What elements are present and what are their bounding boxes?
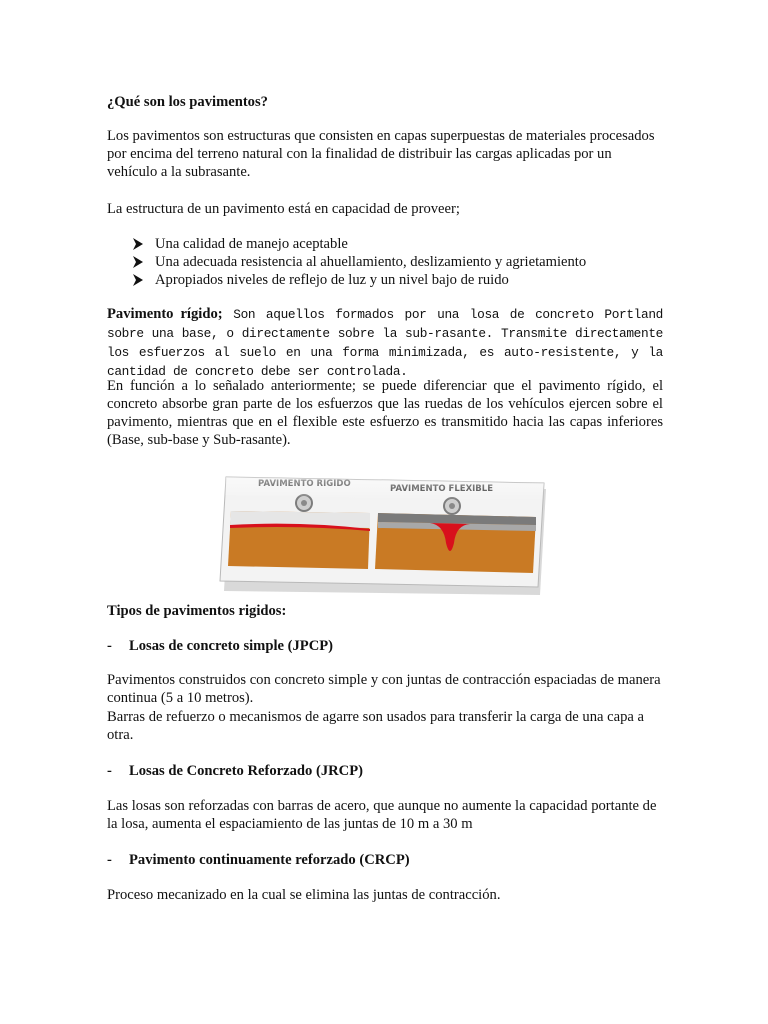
type-title: Losas de concreto simple (JPCP)	[129, 638, 334, 654]
list-item-text: Una adecuada resistencia al ahuellamiento, deslizamiento y agrietamiento	[155, 254, 587, 270]
dash-bullet: -	[107, 763, 112, 779]
comparison-paragraph: En función a lo señalado anteriormente; se puede diferenciar que el pavimento rígido, el concreto absorbe gran parte de los esfuerzos que las ruedas de los vehículos ejercen sobre el pavimento, mientras que en el flexible este esfuerzo es transmitido hacia las capas inferiores (Base, sub-base y Sub-rasante).	[107, 378, 663, 448]
dash-bullet: -	[107, 852, 112, 868]
list-item-text: Una calidad de manejo aceptable	[155, 236, 348, 252]
capacity-list	[133, 235, 653, 289]
arrowhead-bullet-icon	[133, 274, 143, 286]
list-item	[133, 271, 653, 289]
type-paragraph: Proceso mecanizado en la cual se elimina las juntas de contracción.	[107, 887, 501, 903]
type-item-crcp	[107, 851, 649, 869]
type-title: Pavimento continuamente reforzado (CRCP)	[129, 852, 410, 868]
capacity-intro: La estructura de un pavimento está en capacidad de proveer;	[107, 201, 460, 217]
list-item-text: Apropiados niveles de reflejo de luz y un nivel bajo de ruido	[155, 272, 509, 288]
pavement-comparison-figure	[218, 467, 550, 597]
arrowhead-bullet-icon	[133, 256, 143, 268]
list-item	[133, 235, 653, 253]
rigid-definition-text: Son aquellos formados por una losa de concreto Portland sobre una base, o directamente sobre la sub-rasante. Transmite directamente los esfuerzos al suelo en una forma minimizada, es auto-resistente, y la cantidad de concreto debe ser controlada.	[107, 307, 663, 379]
intro-paragraph: Los pavimentos son estructuras que consisten en capas superpuestas de materiales procesados por encima del terreno natural con la finalidad de distribuir las cargas aplicadas por un vehículo a la subrasante.	[107, 128, 655, 180]
types-heading: Tipos de pavimentos rigidos:	[107, 603, 287, 619]
rigid-definition-term: Pavimento rígido;	[107, 306, 223, 322]
list-item	[133, 253, 653, 271]
dash-bullet: -	[107, 638, 112, 654]
type-item-jrcp	[107, 762, 649, 780]
type-paragraph: Las losas son reforzadas con barras de acero, que aunque no aumente la capacidad portante de la losa, aumenta el espaciamiento de las juntas de 10 m a 30 m	[107, 798, 657, 832]
type-paragraph: Pavimentos construidos con concreto simple y con juntas de contracción espaciadas de manera continua (5 a 10 metros).	[107, 672, 661, 706]
arrowhead-bullet-icon	[133, 238, 143, 250]
type-item-jpcp	[107, 637, 649, 655]
type-paragraph: Barras de refuerzo o mecanismos de agarre son usados para transferir la carga de una capa a otra.	[107, 709, 645, 743]
type-title: Losas de Concreto Reforzado (JRCP)	[129, 763, 363, 779]
rigid-definition	[107, 305, 663, 381]
page-heading: ¿Qué son los pavimentos?	[107, 94, 268, 110]
